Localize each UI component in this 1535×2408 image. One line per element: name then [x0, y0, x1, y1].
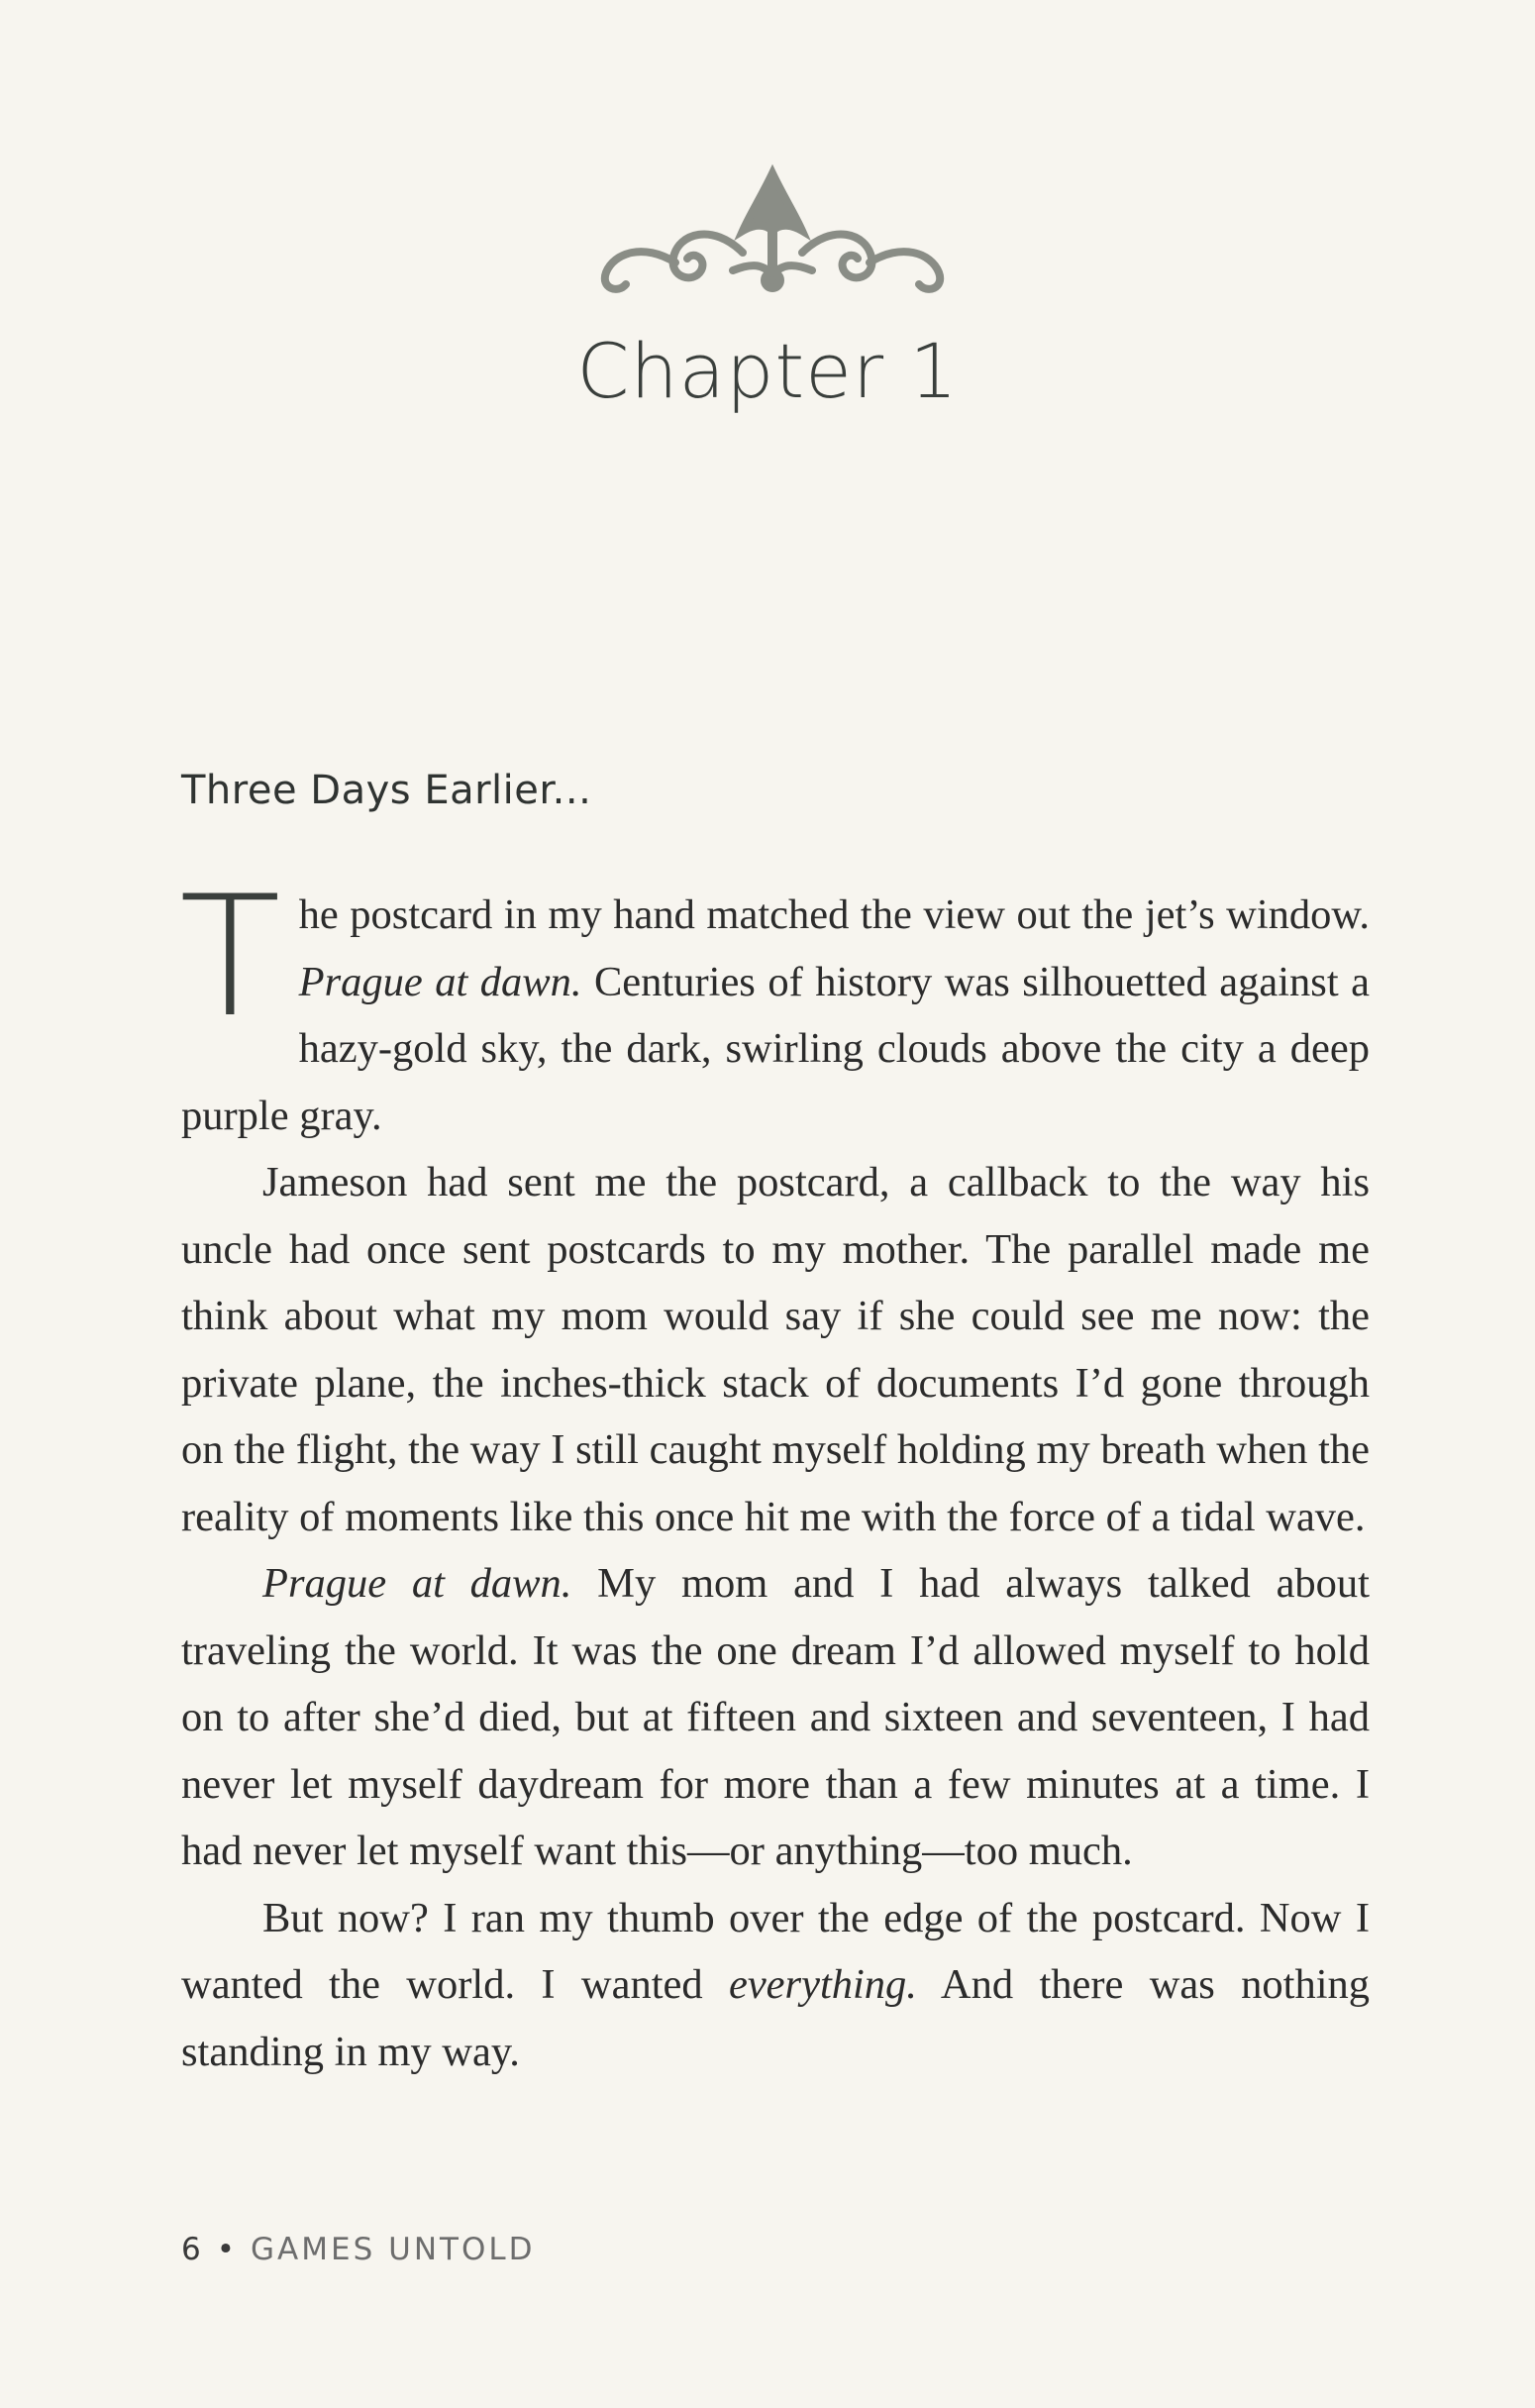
text-segment: Jameson had sent me the postcard, a callback to the way his uncle had once sent postcards to my mother. The parallel made me think about what my mom would say if she could see me now: the private plane, the inches-thick stack of documents I’d gone through on the flight, the way I still caught myself holding my breath when the reality of moments like this once hit me with the force of a tidal wave.	[181, 1159, 1370, 1540]
text-segment: My mom and I had always talked about traveling the world. It was the one dream I’d allowed myself to hold on to after she’d died, but at fifteen and sixteen and seventeen, I had never let myself daydream for more than a few minutes at a time. I had never let myself want this—or anything—too much.	[181, 1560, 1370, 1874]
page-footer	[181, 2232, 535, 2267]
italic-text: Prague at dawn.	[298, 958, 582, 1005]
chapter-title: Chapter 1	[576, 327, 959, 415]
paragraph	[181, 1550, 1370, 1885]
footer-separator: •	[216, 2232, 238, 2267]
page-number: 6	[181, 2232, 203, 2267]
fleur-de-lis-scroll-ornament-icon	[584, 154, 961, 302]
text-segment: Centuries of history was silhouetted against a hazy-gold sky, the dark, swirling clouds above the city a deep purple gray.	[181, 958, 1370, 1139]
paragraph	[179, 860, 1370, 1149]
italic-text: everything.	[728, 1961, 917, 2008]
text-segment: But now? I ran my thumb over the edge of the postcard. Now I wanted the world. I wanted	[181, 1894, 1370, 2008]
chapter-subheading: Three Days Earlier...	[181, 768, 592, 813]
paragraph	[181, 1885, 1370, 2086]
drop-cap: T	[179, 860, 281, 1054]
body-text	[179, 860, 1370, 2085]
text-segment: he postcard in my hand matched the view out the jet’s window.	[298, 891, 1370, 938]
paragraph	[181, 1149, 1370, 1550]
running-title: GAMES UNTOLD	[251, 2232, 536, 2267]
italic-text: Prague at dawn.	[262, 1560, 572, 1607]
text-segment: And there was nothing standing in my way.	[181, 1961, 1370, 2075]
